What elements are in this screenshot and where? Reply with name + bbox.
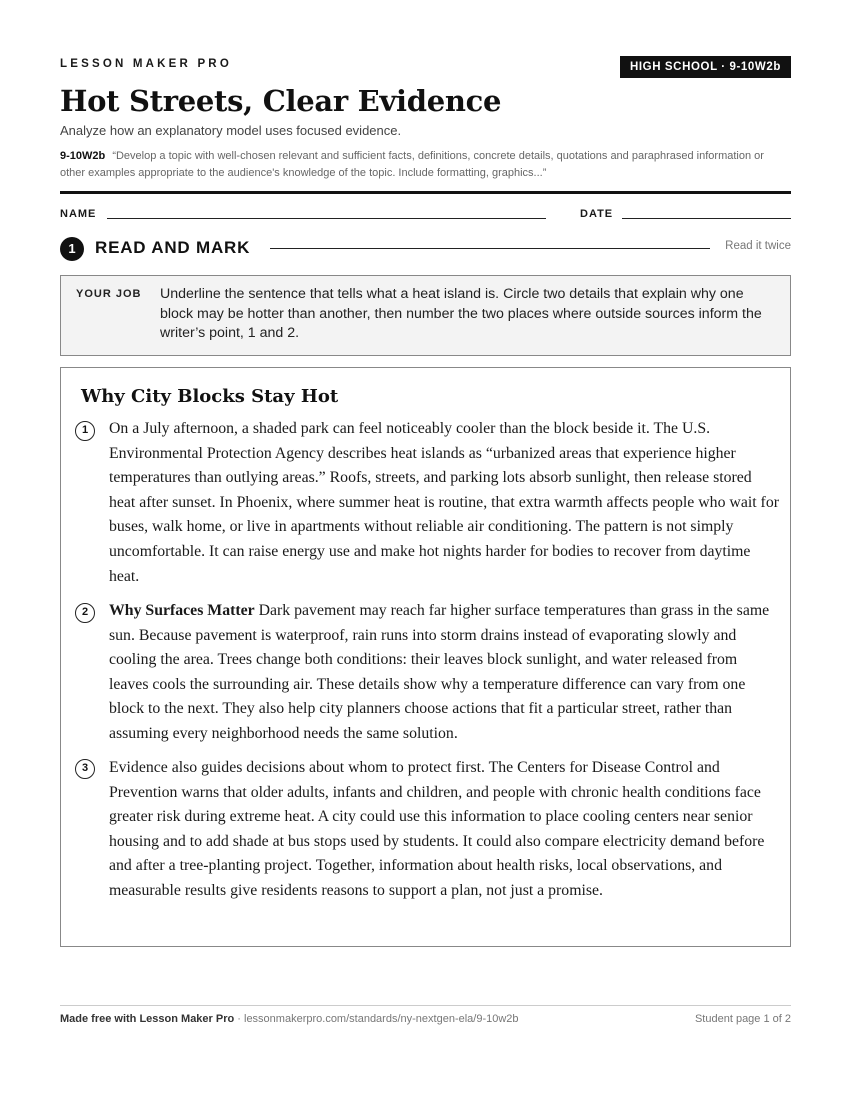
paragraph-text: Dark pavement may reach far higher surface temperatures than grass in the same sun. Because pavement is waterproof, rain runs into storm drains instead of evaporating slowly and cooling the area. Trees change both conditions: their leaves block sunlight, and water released from leaves cools the surrounding air. These details show why a temperature difference can vary from one block to the next. They also help city planners choose actions that fit a particular street, rather than assuming every neighborhood needs the same solution. [109,602,770,742]
passage-title: Why City Blocks Stay Hot [81,386,339,407]
footer-credit [60,1013,519,1025]
page-subtitle: Analyze how an explanatory model uses focused evidence. [60,123,402,138]
reading-passage [60,367,791,947]
paragraph-number: 1 [75,421,95,441]
section-header [60,236,791,260]
page-title: Hot Streets, Clear Evidence [60,84,502,118]
level-badge: HIGH SCHOOL · 9-10W2b [620,56,791,78]
passage-paragraph [109,756,779,904]
header-divider [60,191,791,194]
footer-made-with: Made free with Lesson Maker Pro [60,1013,235,1025]
footer-url[interactable]: lessonmakerpro.com/standards/ny-nextgen-ela/9-10w2b [244,1013,519,1025]
instructions-text: Underline the sentence that tells what a heat island is. Circle two details that explain why one block may be hotter than another, then number the two places where outside sources inform the writer’s point, 1 and 2. [160,286,762,341]
paragraph-text: Evidence also guides decisions about whom to protect first. The Centers for Disease Control and Prevention warns that older adults, infants and children, and people with chronic health conditions face greater risk during extreme heat. A city could use this information to place cooling centers near senior housing and to add shade at bus stops used by students. It could also compare electricity demand before and after a tree-planting project. Together, information about health risks, local observations, and measurable results give residents reasons to support a plan, not just a promise. [109,759,765,899]
section-note: Read it twice [725,240,791,252]
passage-paragraph [109,417,779,589]
name-field[interactable] [107,218,546,219]
passage-paragraph [109,599,779,747]
section-divider [270,248,710,249]
paragraph-number: 2 [75,603,95,623]
instructions-label: YOUR JOB [76,288,142,300]
worksheet-page [60,0,791,1100]
paragraph-heading: Why Surfaces Matter [109,602,255,619]
section-number-badge: 1 [60,237,84,261]
name-label: NAME [60,208,97,220]
top-bar [60,56,791,78]
section-title: READ AND MARK [95,238,251,257]
footer-page-number: Student page 1 of 2 [694,1013,791,1025]
standard-code: 9-10W2b [60,150,106,162]
paragraph-text: On a July afternoon, a shaded park can feel noticeably cooler than the block beside it. The U.S. Environmental Protection Agency describes heat islands as “urbanized areas that experience higher temperatures than outlying areas.” Roofs, streets, and parking lots absorb sunlight, then release stored heat after sunset. In Phoenix, where summer heat is routine, that extra warmth affects people who wait for buses, walk home, or live in apartments without reliable air conditioning. The pattern is not simply uncomfortable. It can raise energy use and make hot nights harder for bodies to recover from daytime heat. [109,420,779,585]
standard-statement [60,148,791,181]
student-info-fields [60,207,791,223]
standard-text: “Develop a topic with well-chosen relevant and sufficient facts, definitions, concrete details, quotations and paraphrased information or other examples appropriate to the audience's knowledge of the topic. Include formatting, graphics...” [60,150,764,179]
instructions-box [60,275,791,356]
footer-divider [60,1005,791,1006]
date-field[interactable] [622,218,791,219]
paragraph-number: 3 [75,759,95,779]
brand-name: LESSON MAKER PRO [60,58,232,70]
footer-separator: · [234,1013,244,1025]
date-label: DATE [580,208,614,220]
